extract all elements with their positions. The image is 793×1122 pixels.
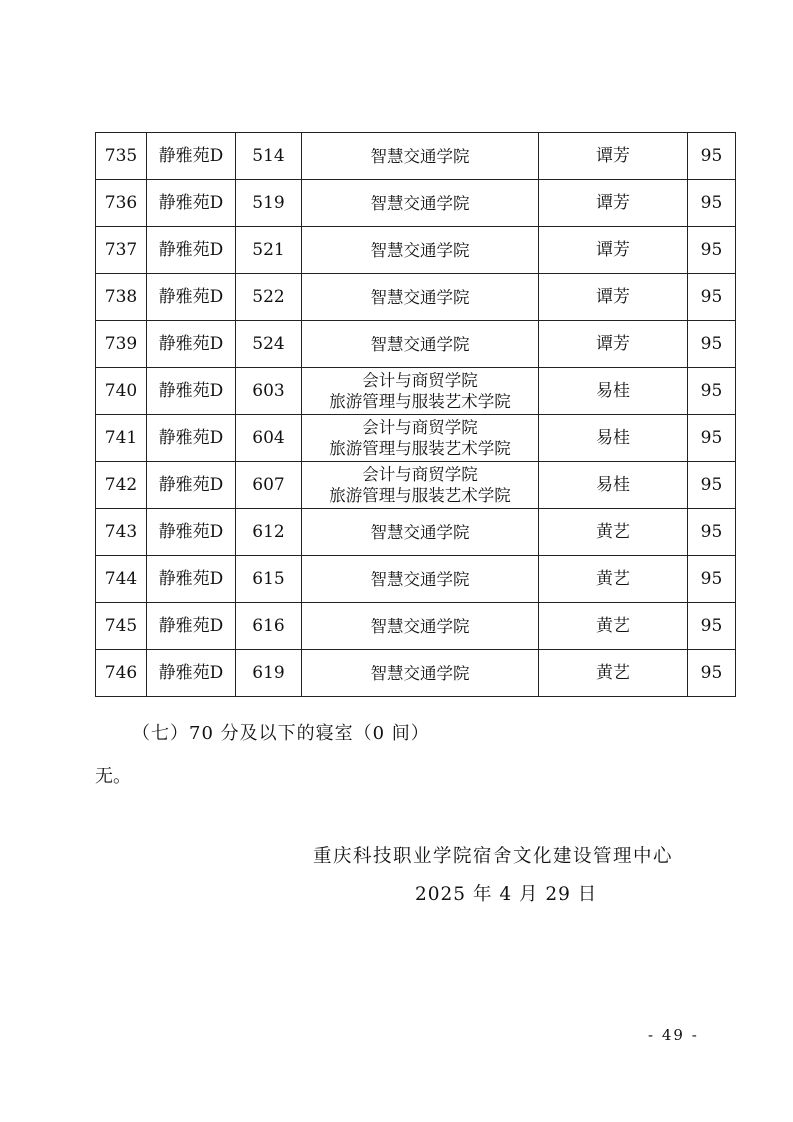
cell-room: 524 [236,321,302,368]
table-row [96,603,736,650]
college-line: 会计与商贸学院 [362,418,478,437]
table-row [96,556,736,603]
cell-counselor: 易桂 [539,415,688,462]
cell-building: 静雅苑D [147,368,236,415]
cell-number: 746 [96,650,147,697]
cell-room: 521 [236,227,302,274]
cell-score: 95 [688,274,736,321]
cell-counselor: 黄艺 [539,509,688,556]
college-line: 旅游管理与服装艺术学院 [329,486,511,505]
college-line: 智慧交通学院 [370,193,470,213]
cell-college [302,603,539,650]
cell-building: 静雅苑D [147,133,236,180]
cell-number: 739 [96,321,147,368]
page-number: - 49 - [648,1026,699,1044]
cell-room: 522 [236,274,302,321]
college-line: 智慧交通学院 [370,663,470,683]
cell-building: 静雅苑D [147,509,236,556]
cell-number: 736 [96,180,147,227]
cell-building: 静雅苑D [147,556,236,603]
cell-room: 612 [236,509,302,556]
table-row [96,509,736,556]
table-row [96,133,736,180]
table-row [96,650,736,697]
cell-number: 735 [96,133,147,180]
cell-score: 95 [688,321,736,368]
cell-number: 744 [96,556,147,603]
cell-room: 616 [236,603,302,650]
cell-room: 604 [236,415,302,462]
cell-counselor: 谭芳 [539,133,688,180]
table-row [96,227,736,274]
cell-room: 514 [236,133,302,180]
cell-score: 95 [688,180,736,227]
cell-score: 95 [688,556,736,603]
cell-counselor: 谭芳 [539,180,688,227]
dormitory-score-table [95,132,736,697]
issue-date: 2025 年 4 月 29 日 [415,884,598,905]
cell-number: 738 [96,274,147,321]
cell-college [302,321,539,368]
cell-college [302,650,539,697]
table-row [96,415,736,462]
table-body [96,133,736,697]
section-heading: （七）70 分及以下的寝室（0 间） [132,723,430,744]
cell-counselor: 黄艺 [539,556,688,603]
table-row [96,274,736,321]
cell-building: 静雅苑D [147,227,236,274]
cell-score: 95 [688,227,736,274]
cell-building: 静雅苑D [147,274,236,321]
cell-counselor: 易桂 [539,368,688,415]
table-row [96,321,736,368]
table-row [96,368,736,415]
cell-college [302,133,539,180]
cell-building: 静雅苑D [147,650,236,697]
cell-number: 741 [96,415,147,462]
cell-college [302,415,539,462]
cell-counselor: 谭芳 [539,321,688,368]
cell-counselor: 黄艺 [539,650,688,697]
cell-building: 静雅苑D [147,415,236,462]
cell-building: 静雅苑D [147,462,236,509]
cell-room: 619 [236,650,302,697]
cell-room: 615 [236,556,302,603]
table-row [96,180,736,227]
cell-building: 静雅苑D [147,603,236,650]
cell-score: 95 [688,603,736,650]
cell-number: 745 [96,603,147,650]
cell-score: 95 [688,133,736,180]
cell-number: 740 [96,368,147,415]
cell-building: 静雅苑D [147,321,236,368]
cell-college [302,227,539,274]
table-row [96,462,736,509]
cell-building: 静雅苑D [147,180,236,227]
college-line: 智慧交通学院 [370,240,470,260]
cell-counselor: 谭芳 [539,274,688,321]
cell-score: 95 [688,509,736,556]
college-line: 会计与商贸学院 [362,465,478,484]
cell-counselor: 谭芳 [539,227,688,274]
college-line: 智慧交通学院 [370,522,470,542]
section-body: 无。 [95,766,131,787]
college-line: 智慧交通学院 [370,287,470,307]
cell-score: 95 [688,650,736,697]
cell-room: 519 [236,180,302,227]
college-line: 智慧交通学院 [370,146,470,166]
college-line: 旅游管理与服装艺术学院 [329,439,511,458]
cell-score: 95 [688,462,736,509]
cell-number: 742 [96,462,147,509]
cell-room: 603 [236,368,302,415]
cell-college [302,274,539,321]
college-line: 智慧交通学院 [370,334,470,354]
college-line: 旅游管理与服装艺术学院 [329,392,511,411]
cell-college [302,180,539,227]
cell-number: 737 [96,227,147,274]
college-line: 会计与商贸学院 [362,371,478,390]
cell-college [302,556,539,603]
cell-score: 95 [688,368,736,415]
cell-score: 95 [688,415,736,462]
cell-college [302,462,539,509]
cell-counselor: 黄艺 [539,603,688,650]
issuer-signature: 重庆科技职业学院宿舍文化建设管理中心 [313,846,674,867]
cell-counselor: 易桂 [539,462,688,509]
cell-college [302,509,539,556]
cell-college [302,368,539,415]
college-line: 智慧交通学院 [370,569,470,589]
cell-room: 607 [236,462,302,509]
college-line: 智慧交通学院 [370,616,470,636]
cell-number: 743 [96,509,147,556]
